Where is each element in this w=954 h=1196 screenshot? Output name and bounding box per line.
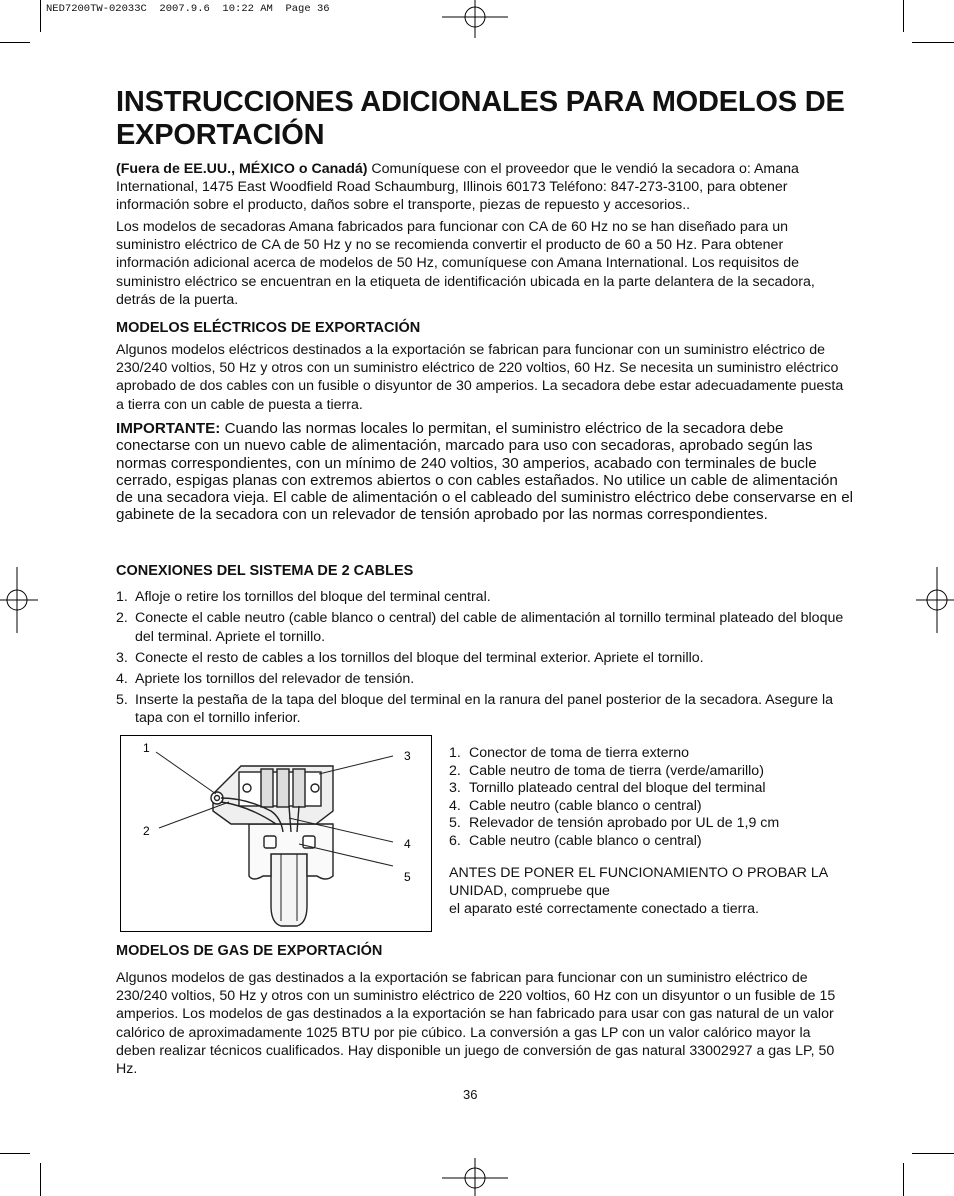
two-wire-heading: CONEXIONES DEL SISTEMA DE 2 CABLES bbox=[116, 563, 414, 579]
list-item bbox=[116, 691, 846, 728]
crop-mark bbox=[912, 42, 954, 43]
callout-5: 5 bbox=[404, 870, 411, 884]
legend-text: Cable neutro (cable blanco o central) bbox=[469, 797, 702, 814]
registration-mark-right bbox=[912, 565, 954, 635]
crop-mark bbox=[903, 1163, 904, 1196]
crop-mark bbox=[40, 0, 41, 32]
gas-heading: MODELOS DE GAS DE EXPORTACIÓN bbox=[116, 943, 383, 959]
list-item bbox=[116, 670, 846, 689]
crop-mark bbox=[0, 42, 30, 43]
gas-paragraph: Algunos modelos de gas destinados a la exportación se fabrican para funcionar con un suministro eléctrico de 230/240 voltios, 50 Hz y otros con un suministro eléctrico de 220 voltios, 60 Hz con un disyuntor o un fusible de 15 amperios. Los modelos de gas destinados a la exportación se han fabricado para usar con gas natural de un valor calórico de aproximadamente 1025 BTU por pie cúbico. La conversión a gas LP con un valor calórico mayor la deben realizar técnicos cualificados. Hay disponible un juego de conversión de gas natural 33002927 a gas LP, 50 Hz. bbox=[116, 970, 836, 1078]
step-text: Inserte la pestaña de la tapa del bloque del terminal en la ranura del panel posterior de la secadora. Asegure la tapa con el tornillo inferior. bbox=[135, 691, 834, 726]
step-text: Apriete los tornillos del relevador de tensión. bbox=[135, 670, 415, 687]
registration-mark-bottom bbox=[440, 1156, 510, 1196]
step-text: Afloje o retire los tornillos del bloque del terminal central. bbox=[135, 589, 491, 605]
important-text: Cuando las normas locales lo permitan, el suministro eléctrico de la secadora debe conectarse con un nuevo cable de alimentación, marcado para uso con secadoras, aprobado según las normas correspondientes, con un mínimo de 240 voltios, 30 amperios, acabado con terminales de bucle cerrado, espigas planas con extremos abiertos o con cables estañados. No utilice un cable de alimentación de una secadora vieja. El cable de alimentación o el cableado del suministro eléctrico debe conservarse en el gabinete de la secadora con un relevador de tensión aprobado por las normas correspondientes. bbox=[116, 420, 854, 524]
page-number: 36 bbox=[463, 1087, 478, 1102]
frequency-paragraph: Los modelos de secadoras Amana fabricados para funcionar con CA de 60 Hz no se han diseñado para un suministro eléctrico de CA de 50 Hz y no se recomienda convertir el producto de 60 a 50 Hz. Para obtener información adicional acerca de modelos de 50 Hz, comuníquese con Amana International. Los requisitos de suministro eléctrico se encuentran en la etiqueta de identificación ubicada en la parte delantera de la secadora, detrás de la puerta. bbox=[116, 219, 815, 308]
crop-mark bbox=[903, 0, 904, 32]
electric-heading: MODELOS ELÉCTRICOS DE EXPORTACIÓN bbox=[116, 320, 421, 336]
electric-paragraph: Algunos modelos eléctricos destinados a la exportación se fabrican para funcionar con un suministro eléctrico de 230/240 voltios, 50 Hz y otros con un suministro eléctrico de 220 voltios, 60 Hz. Se necesita un suministro eléctrico aprobado de dos cables con un fusible o disyuntor de 30 amperios. La secadora debe estar adecuadamente puesta a tierra con un cable de puesta a tierra. bbox=[116, 342, 844, 413]
step-number: 5. bbox=[116, 691, 128, 708]
callout-3: 3 bbox=[404, 749, 411, 763]
legend-number: 5. bbox=[449, 815, 461, 832]
legend-number: 2. bbox=[449, 762, 461, 779]
step-number: 4. bbox=[116, 670, 128, 687]
step-number: 2. bbox=[116, 610, 128, 626]
crop-mark bbox=[912, 1153, 954, 1154]
callout-2: 2 bbox=[143, 824, 150, 838]
wiring-diagram bbox=[120, 735, 432, 932]
list-item bbox=[116, 588, 846, 607]
page-title: INSTRUCCIONES ADICIONALES PARA MODELOS DE EXPORTACIÓN bbox=[116, 86, 845, 151]
list-item bbox=[116, 649, 846, 668]
terminal-block-illustration bbox=[121, 736, 431, 931]
crop-mark bbox=[40, 1163, 41, 1196]
two-wire-steps bbox=[116, 588, 846, 730]
step-text: Conecte el cable neutro (cable blanco o central) del cable de alimentación al tornillo terminal plateado del bloque del terminal. Apriete el tornillo. bbox=[135, 610, 844, 645]
legend-number: 6. bbox=[449, 832, 461, 849]
warning-line-2: el aparato esté correctamente conectado a tierra. bbox=[449, 901, 759, 917]
legend-number: 1. bbox=[449, 745, 461, 761]
print-slug: NED7200TW-02033C 2007.9.6 10:22 AM Page 36 bbox=[46, 3, 330, 15]
callout-4: 4 bbox=[404, 837, 411, 851]
crop-mark bbox=[0, 1153, 30, 1154]
registration-mark-top bbox=[440, 0, 510, 40]
legend-text: Cable neutro (cable blanco o central) bbox=[469, 832, 702, 849]
important-label: IMPORTANTE: bbox=[116, 420, 221, 437]
list-item bbox=[449, 833, 779, 851]
step-number: 3. bbox=[116, 649, 128, 666]
legend-text: Relevador de tensión aprobado por UL de 1,9 cm bbox=[469, 815, 780, 832]
legend-text: Cable neutro de toma de tierra (verde/amarillo) bbox=[469, 762, 764, 779]
list-item bbox=[449, 763, 779, 781]
grounding-warning bbox=[449, 864, 859, 918]
important-paragraph bbox=[116, 420, 856, 524]
legend-text: Conector de toma de tierra externo bbox=[469, 745, 690, 761]
legend-text: Tornillo plateado central del bloque del terminal bbox=[469, 780, 766, 797]
legend-number: 3. bbox=[449, 780, 461, 797]
intro-paragraph bbox=[116, 160, 851, 215]
diagram-legend bbox=[449, 745, 779, 851]
step-text: Conecte el resto de cables a los tornillos del bloque del terminal exterior. Apriete el tornillo. bbox=[135, 649, 704, 666]
registration-mark-left bbox=[0, 565, 40, 635]
list-item bbox=[449, 798, 779, 816]
list-item bbox=[449, 780, 779, 798]
callout-1: 1 bbox=[143, 741, 150, 755]
list-item bbox=[449, 815, 779, 833]
legend-number: 4. bbox=[449, 797, 461, 814]
warning-line-1: ANTES DE PONER EL FUNCIONAMIENTO O PROBAR LA UNIDAD, compruebe que bbox=[449, 865, 828, 899]
intro-bold: (Fuera de EE.UU., MÉXICO o Canadá) bbox=[116, 161, 368, 177]
step-number: 1. bbox=[116, 589, 128, 605]
intro-text: Comuníquese con el proveedor que le vendió la secadora o: Amana International, 1475 East Woodfield Road Schaumburg, Illinois 60173 Teléfono: 847-273-3100, para obtener información sobre el producto, daños sobre el transporte, piezas de repuesto y accesorios.. bbox=[116, 161, 799, 214]
list-item bbox=[116, 609, 846, 646]
list-item bbox=[449, 745, 779, 763]
